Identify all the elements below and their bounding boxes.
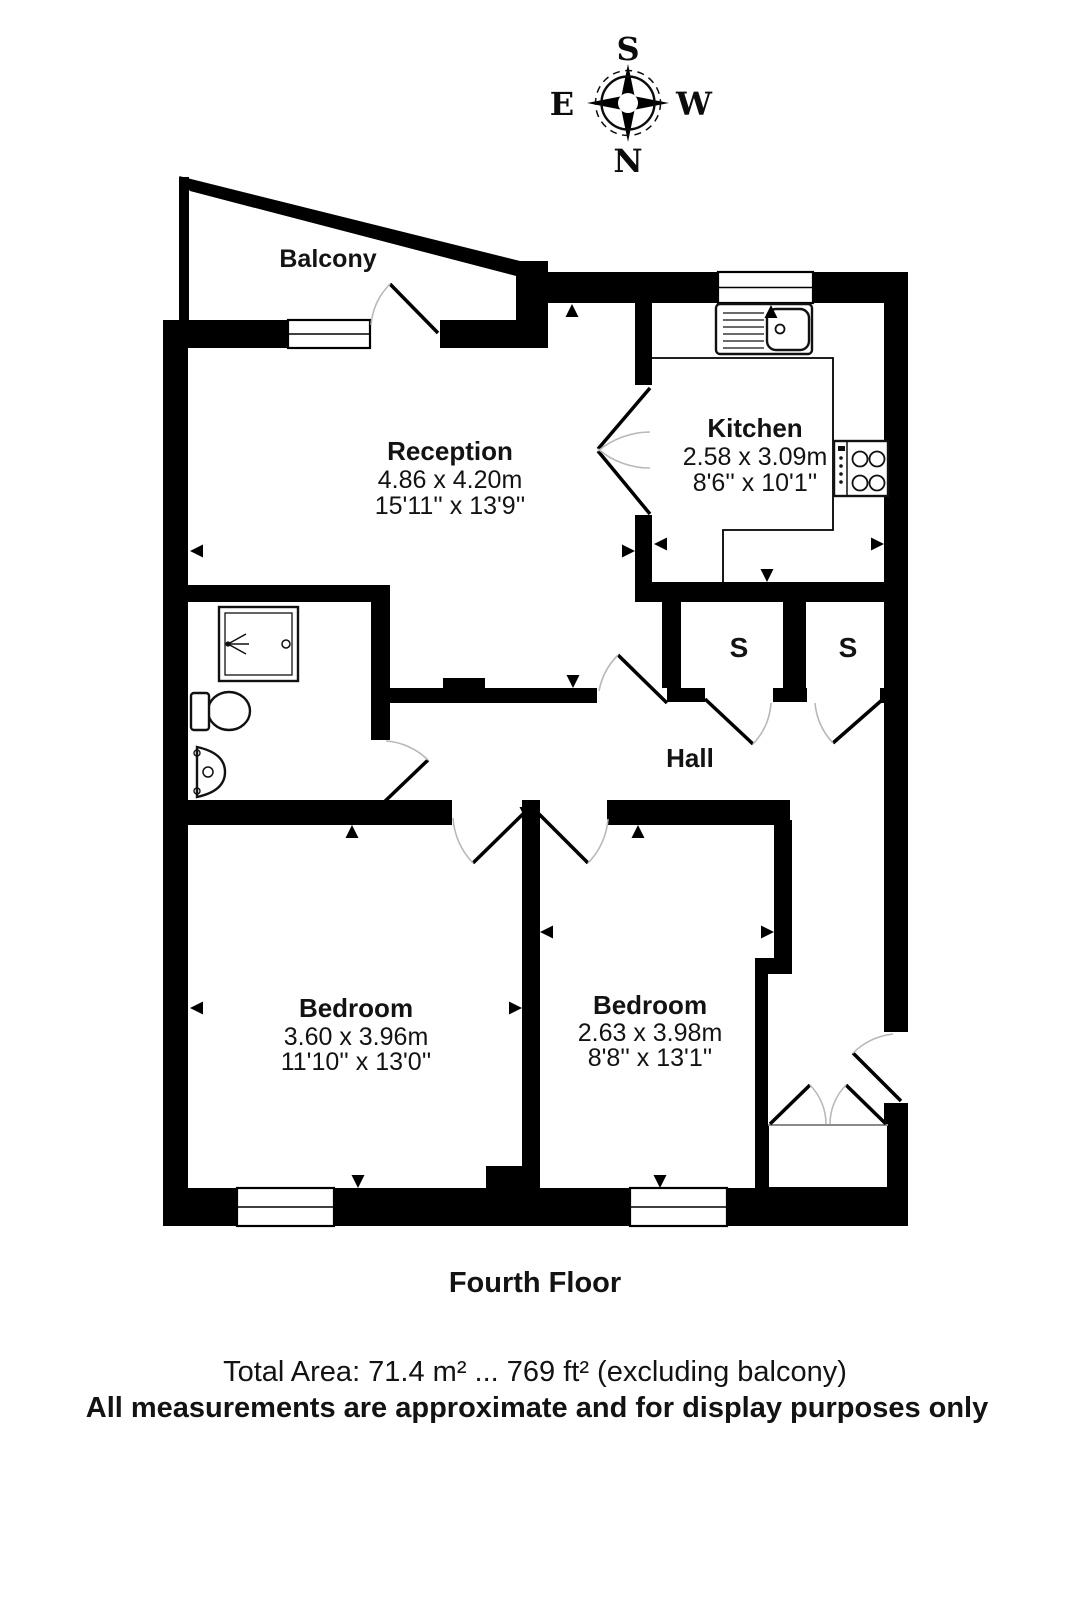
reception-hall-door xyxy=(599,655,667,703)
wall-segment xyxy=(635,515,652,585)
kitchen-dim-imperial: 8'6'' x 10'1'' xyxy=(692,469,818,497)
dim-arrow xyxy=(567,675,580,688)
bedroom2-dim-imperial: 8'8'' x 13'1'' xyxy=(587,1044,713,1072)
wall-segment xyxy=(163,800,452,825)
compass-rose xyxy=(550,30,713,180)
wall-segment xyxy=(727,1188,908,1226)
dim-arrow xyxy=(654,538,667,551)
dim-arrow xyxy=(352,1175,365,1188)
dim-arrow xyxy=(540,926,553,939)
bedroom2-dim-metric: 2.63 x 3.98m xyxy=(577,1019,723,1047)
floor-label: Fourth Floor xyxy=(448,1267,622,1299)
wall-segment xyxy=(662,598,681,688)
bedroom1-dim-imperial: 11'10'' x 13'0'' xyxy=(280,1048,432,1076)
dim-arrow xyxy=(346,825,359,838)
storage2-door xyxy=(815,700,882,743)
dim-arrow xyxy=(632,825,645,838)
wall-segment xyxy=(783,602,806,688)
dim-arrow xyxy=(509,1002,522,1015)
cupboard-box xyxy=(768,1125,888,1188)
shower-icon xyxy=(219,607,298,681)
storage2-label: S xyxy=(838,632,858,663)
storage1-door xyxy=(705,699,771,744)
dim-arrow xyxy=(871,538,884,551)
dim-arrow xyxy=(761,569,774,582)
bedroom2-window xyxy=(630,1188,727,1226)
dim-arrow xyxy=(190,1002,203,1015)
wall-segment xyxy=(334,1188,630,1226)
bedroom2-door xyxy=(538,813,608,863)
storage1-label: S xyxy=(729,632,749,663)
cupboard-door-arc xyxy=(830,1085,846,1124)
wall-segment xyxy=(371,585,390,740)
reception-dim-metric: 4.86 x 4.20m xyxy=(377,466,523,494)
bedroom2-name: Bedroom xyxy=(592,990,708,1020)
basin-icon xyxy=(194,747,225,797)
compass-bottom-label: N xyxy=(613,142,643,180)
cupboard-door-arc xyxy=(810,1085,826,1124)
total-area-text: Total Area: 71.4 m² ... 769 ft² (excluding balcony) xyxy=(223,1356,847,1388)
kitchen-window xyxy=(718,272,813,303)
wall-segment xyxy=(667,688,705,702)
wall-segment xyxy=(440,320,548,348)
disclaimer-text: All measurements are approximate and for display purposes only xyxy=(85,1392,989,1424)
reception-dim-imperial: 15'11'' x 13'9'' xyxy=(374,492,526,520)
wall-segment xyxy=(884,272,908,1032)
compass-left-label: E xyxy=(549,85,575,123)
bathroom-fixtures xyxy=(191,607,298,797)
bedroom1-dim-metric: 3.60 x 3.96m xyxy=(283,1023,429,1051)
bedroom1-door xyxy=(453,813,524,863)
hall-label: Hall xyxy=(666,743,714,773)
wall-segment xyxy=(443,678,485,688)
wall-segment xyxy=(880,688,908,703)
wall-segment xyxy=(486,1166,540,1188)
dim-arrow xyxy=(566,304,579,317)
bathroom-door xyxy=(380,741,428,806)
kitchen-name: Kitchen xyxy=(707,413,803,443)
hall-cupboard xyxy=(768,1085,888,1188)
wall-segment xyxy=(179,177,189,322)
compass-top-label: S xyxy=(616,30,640,68)
wall-segment xyxy=(607,800,790,825)
wall-segment xyxy=(548,272,718,303)
wall-segment xyxy=(163,585,390,602)
wall-segment xyxy=(388,688,597,703)
stove-icon xyxy=(834,441,888,496)
wall-segment xyxy=(755,958,792,974)
cupboard-door-leaf xyxy=(846,1085,886,1124)
bedroom1-window xyxy=(237,1188,334,1226)
dim-arrow xyxy=(622,545,635,558)
wall-segment xyxy=(522,800,540,1188)
entrance-door xyxy=(853,1034,901,1101)
footer xyxy=(86,1267,989,1424)
cupboard-door-leaf xyxy=(770,1085,810,1124)
kitchen-double-door xyxy=(598,388,650,514)
wall-segment xyxy=(774,820,792,968)
compass-hub xyxy=(618,93,638,113)
balcony-label: Balcony xyxy=(279,245,377,273)
dim-arrow xyxy=(654,1175,667,1188)
wall-segment xyxy=(163,320,188,1226)
reception-name: Reception xyxy=(387,436,513,466)
reception-window xyxy=(288,320,370,348)
sink-icon xyxy=(716,304,812,354)
kitchen-dim-metric: 2.58 x 3.09m xyxy=(682,443,828,471)
bedroom1-name: Bedroom xyxy=(298,993,414,1023)
wall-segment xyxy=(773,688,807,702)
balcony-door xyxy=(371,284,438,333)
dim-arrow xyxy=(761,926,774,939)
room-labels xyxy=(279,245,857,1076)
dim-arrow xyxy=(190,545,203,558)
compass-right-label: W xyxy=(676,85,712,123)
wall-segment xyxy=(635,302,652,385)
wall-segment xyxy=(755,974,768,1188)
toilet-icon xyxy=(191,692,250,730)
